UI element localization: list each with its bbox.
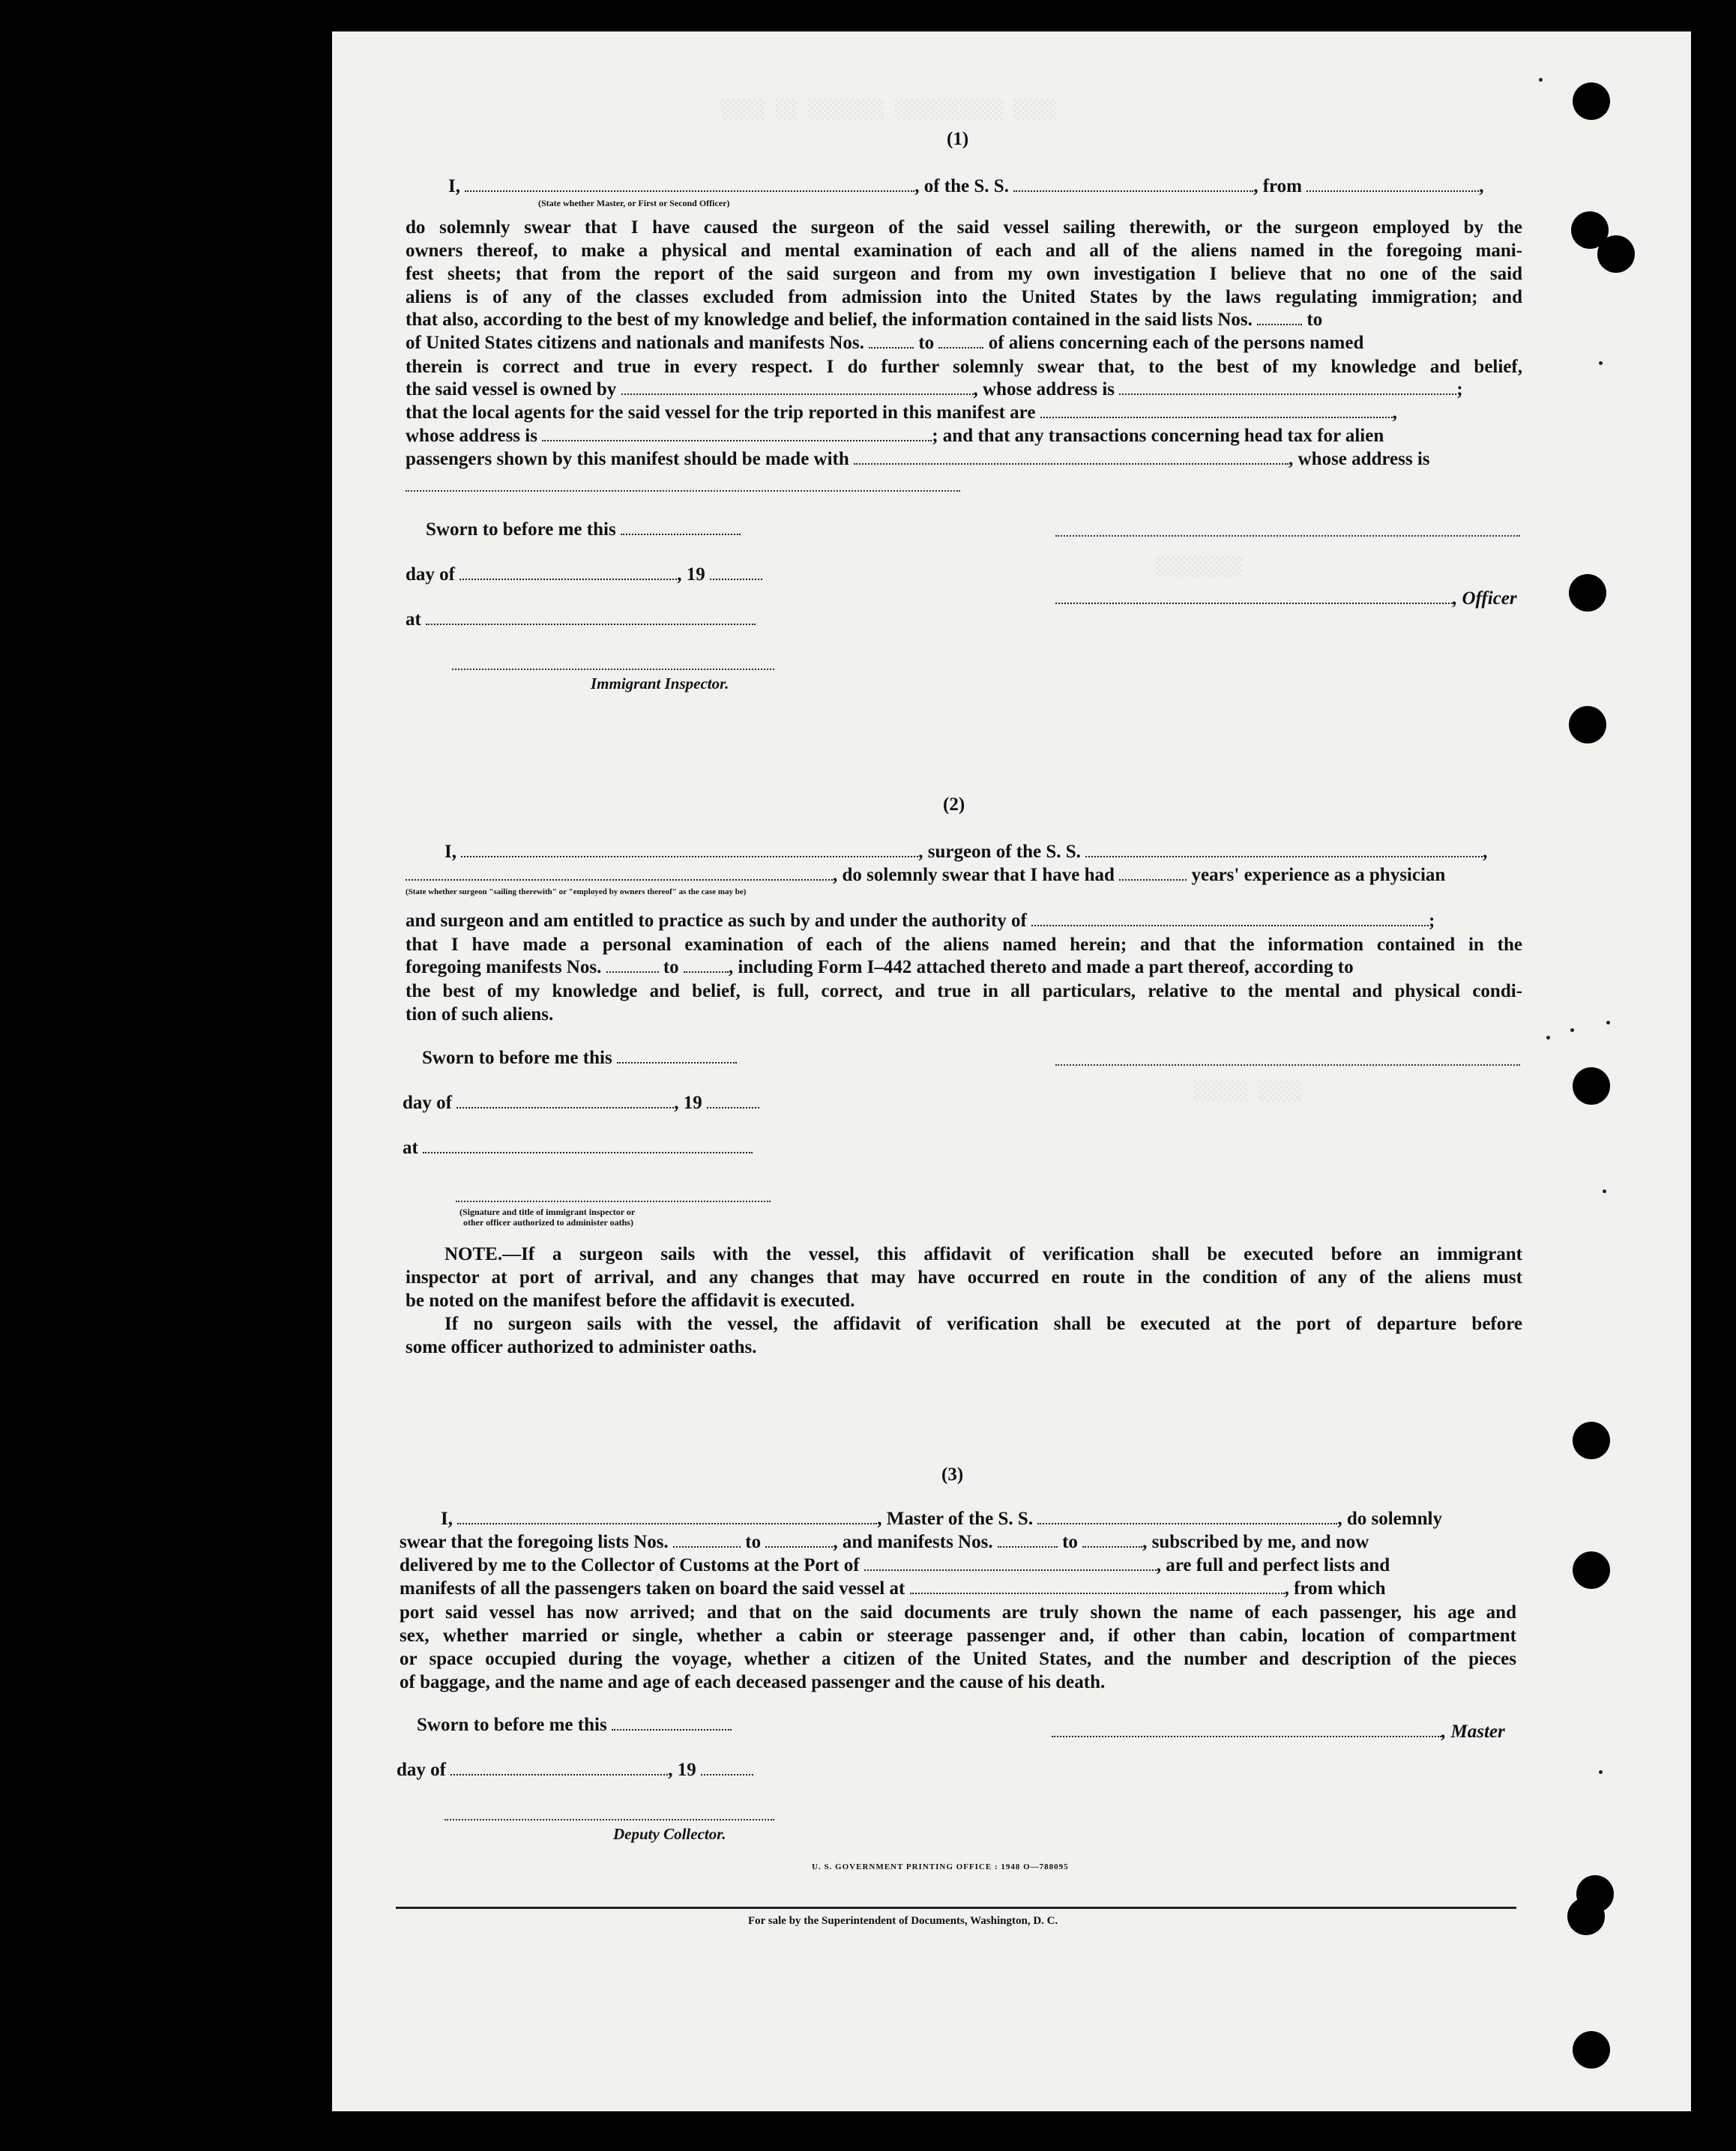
officer-name-blank[interactable] xyxy=(1055,591,1453,604)
section-1-body-3: fest sheets; that from the report of the said surgeon and from my own investigation I believe that no one of the said xyxy=(406,264,1522,284)
s3-manifests-to-blank[interactable] xyxy=(1082,1534,1142,1548)
punch-hole xyxy=(1597,235,1635,273)
section-3-line-4: manifests of all the passengers taken on board the said vessel at , from which xyxy=(400,1578,1386,1599)
ink-speck xyxy=(1539,78,1543,82)
s2-day-month-blank[interactable] xyxy=(456,1095,674,1108)
punch-hole xyxy=(1569,574,1606,612)
head-tax-contact-blank[interactable] xyxy=(854,451,1289,465)
place-blank[interactable] xyxy=(426,612,756,625)
section-2-day: day of , 19 xyxy=(403,1092,759,1114)
section-3-line-3: delivered by me to the Collector of Customs at the Port of , are full and perfect lists and xyxy=(400,1555,1390,1575)
s2-sworn-date-blank[interactable] xyxy=(617,1050,737,1064)
local-agents-blank[interactable] xyxy=(1040,405,1393,418)
section-3-day: day of , 19 xyxy=(397,1759,753,1782)
section-3-sworn: Sworn to before me this xyxy=(417,1714,732,1737)
port-blank[interactable] xyxy=(864,1557,1157,1571)
s3-day-month-blank[interactable] xyxy=(450,1762,668,1776)
section-3-body-1: port said vessel has now arrived; and that on the said documents are truly shown the name of each passenger, his age and xyxy=(400,1602,1516,1623)
section-2-line-5: foregoing manifests Nos. to , including Form I–442 attached thereto and made a part thereof, according to xyxy=(406,957,1354,977)
punch-hole xyxy=(1573,2031,1610,2069)
agents-address-blank[interactable] xyxy=(542,428,932,441)
section-1-line-11: passengers shown by this manifest should be made with , whose address is xyxy=(406,449,1430,469)
surgeon-ship-blank[interactable] xyxy=(1085,844,1483,857)
s2-manifests-from-blank[interactable] xyxy=(606,959,659,973)
bleed-through-text: ░░░░░░░░ xyxy=(1157,556,1244,577)
punch-hole xyxy=(1573,82,1610,120)
s3-lists-from-blank[interactable] xyxy=(673,1534,741,1548)
section-1-body-1: do solemnly swear that I have caused the surgeon of the said vessel sailing therewith, or the surgeon employed by the xyxy=(406,217,1522,238)
s3-manifests-from-blank[interactable] xyxy=(998,1534,1058,1548)
section-3-line-2: swear that the foregoing lists Nos. to , and manifests Nos. to , subscribed by me, and now xyxy=(400,1532,1369,1552)
surgeon-signature-blank[interactable] xyxy=(1055,1064,1520,1066)
manifests-from-blank[interactable] xyxy=(869,335,914,349)
note-line-2: inspector at port of arrival, and any changes that may have occurred en route in the condition of any of the aliens must xyxy=(406,1267,1522,1288)
surgeon-status-note: (State whether surgeon "sailing therewith" or "employed by owners thereof" as the case may be) xyxy=(406,887,747,896)
punch-hole xyxy=(1567,1898,1605,1935)
gpo-imprint: U. S. GOVERNMENT PRINTING OFFICE : 1948 O—788095 xyxy=(812,1862,1069,1871)
section-3-body-2: sex, whether married or single, whether a cabin or steerage passenger and, if other than cabin, location of compartment xyxy=(400,1626,1516,1646)
year-blank[interactable] xyxy=(710,567,762,580)
ink-speck xyxy=(1606,1021,1610,1025)
section-1-line-5: that also, according to the best of my knowledge and belief, the information contained in the said lists Nos. to xyxy=(406,310,1323,330)
ink-speck xyxy=(1546,1036,1550,1040)
departure-port-blank[interactable] xyxy=(1306,178,1479,192)
section-2-sworn: Sworn to before me this xyxy=(422,1047,737,1070)
section-2-number: (2) xyxy=(943,794,965,815)
sworn-date-blank[interactable] xyxy=(621,522,741,535)
document-page xyxy=(332,31,1691,2111)
signature-title-note-2: other officer authorized to administer oaths) xyxy=(463,1217,633,1228)
section-1-sworn: Sworn to before me this xyxy=(426,519,741,541)
ink-speck xyxy=(1599,1770,1603,1774)
section-2-line-6: the best of my knowledge and belief, is full, correct, and true in all particulars, relative to the mental and physical condi- xyxy=(406,981,1522,1001)
manifests-to-blank[interactable] xyxy=(938,335,983,349)
section-3-number: (3) xyxy=(941,1464,964,1485)
section-1-officer: , Officer xyxy=(1055,588,1517,610)
deputy-collector-label: Deputy Collector. xyxy=(613,1825,726,1843)
section-1-at: at xyxy=(406,609,756,631)
collector-signature-blank[interactable] xyxy=(444,1819,774,1820)
s3-ship-blank[interactable] xyxy=(1037,1511,1337,1524)
section-3-body-4: of baggage, and the name and age of each deceased passenger and the cause of his death. xyxy=(400,1672,1106,1692)
years-experience-blank[interactable] xyxy=(1119,867,1187,881)
lists-from-blank[interactable] xyxy=(1257,312,1302,325)
ink-speck xyxy=(1603,1189,1606,1193)
punch-hole xyxy=(1573,1551,1610,1589)
officer-signature-blank[interactable] xyxy=(1055,535,1520,537)
section-1-line-10: whose address is ; and that any transactions concerning head tax for alien xyxy=(406,426,1384,446)
ink-speck xyxy=(1599,361,1603,365)
note2-line-2: some officer authorized to administer oaths. xyxy=(406,1337,757,1357)
section-1-body-4: aliens is of any of the classes excluded from admission into the United States by the laws regulating immigration; and xyxy=(406,287,1522,307)
section-1-line-7: therein is correct and true in every respect. I do further solemnly swear that, to the best of my knowledge and belief, xyxy=(406,357,1522,377)
note2-line-1: If no surgeon sails with the vessel, the affidavit of verification shall be executed at the port of departure before xyxy=(444,1314,1522,1334)
section-2-at: at xyxy=(403,1137,753,1159)
authority-blank[interactable] xyxy=(1031,913,1429,926)
embark-port-blank[interactable] xyxy=(910,1581,1285,1594)
owner-blank[interactable] xyxy=(621,381,974,395)
owner-address-blank[interactable] xyxy=(1119,381,1456,395)
section-3-body-3: or space occupied during the voyage, whether a citizen of the United States, and the number and description of the pieces xyxy=(400,1649,1516,1669)
section-2-line-4: that I have made a personal examination of each of the aliens named herein; and that the information contained in the xyxy=(406,935,1522,955)
section-2-line-7: tion of such aliens. xyxy=(406,1004,554,1025)
section-1-line-1: I, , of the S. S. , from , xyxy=(448,176,1484,196)
section-1-day: day of , 19 xyxy=(406,564,762,586)
note-line-3: be noted on the manifest before the affidavit is executed. xyxy=(406,1291,855,1311)
signature-title-note-1: (Signature and title of immigrant inspector or xyxy=(459,1207,636,1217)
section-2-line-3: and surgeon and am entitled to practice as such by and under the authority of ; xyxy=(406,911,1435,931)
surgeon-name-blank[interactable] xyxy=(461,844,918,857)
surgeon-status-blank[interactable] xyxy=(406,867,833,881)
footer-rule xyxy=(396,1907,1516,1909)
s3-year-blank[interactable] xyxy=(701,1762,753,1776)
section-2-line-1: I, , surgeon of the S. S. , xyxy=(444,842,1488,862)
section-1-body-2: owners thereof, to make a physical and mental examination of each and all of the aliens named in the foregoing mani- xyxy=(406,241,1522,261)
s2-manifests-to-blank[interactable] xyxy=(684,959,729,973)
day-month-blank[interactable] xyxy=(459,567,677,580)
section-1-number: (1) xyxy=(947,129,969,149)
master-name-blank[interactable] xyxy=(457,1511,877,1524)
s2-year-blank[interactable] xyxy=(707,1095,759,1108)
section-2-line-2: , do solemnly swear that I have had years' experience as a physician xyxy=(406,864,1445,887)
note-line-1: NOTE.—If a surgeon sails with the vessel, this affidavit of verification shall be executed before an immigrant xyxy=(444,1244,1522,1264)
bleed-through-text: ░░░░ ░░ ░░░░░░░ ░░░░░░░░░░ ░░░░ xyxy=(722,99,1058,120)
punch-hole xyxy=(1573,1067,1610,1105)
master-signature-blank[interactable] xyxy=(1052,1724,1441,1737)
punch-hole xyxy=(1573,1422,1610,1459)
section-3-line-1: I, , Master of the S. S. , do solemnly xyxy=(441,1509,1442,1529)
s3-sworn-date-blank[interactable] xyxy=(612,1717,732,1731)
s3-lists-to-blank[interactable] xyxy=(765,1534,833,1548)
section-1-line-6: of United States citizens and nationals and manifests Nos. to of aliens concerning each of the persons named xyxy=(406,333,1364,353)
immigrant-inspector-label: Immigrant Inspector. xyxy=(591,675,729,693)
ship-name-blank[interactable] xyxy=(1013,178,1253,192)
section-1-line-9: that the local agents for the said vessel for the trip reported in this manifest are , xyxy=(406,402,1397,423)
section-3-master: , Master xyxy=(1052,1721,1505,1743)
punch-hole xyxy=(1569,706,1606,743)
inspector-signature-blank[interactable] xyxy=(452,669,774,670)
officer-title-blank[interactable] xyxy=(465,178,914,192)
bleed-through-text: ░░░░░ ░░░░ xyxy=(1194,1081,1303,1102)
s2-place-blank[interactable] xyxy=(423,1140,753,1153)
section-1-line-8: the said vessel is owned by , whose address is ; xyxy=(406,379,1463,399)
head-tax-address-blank[interactable] xyxy=(406,490,960,492)
s2-inspector-signature-blank[interactable] xyxy=(456,1201,771,1202)
officer-title-note: (State whether Master, or First or Second Officer) xyxy=(538,198,730,208)
ink-speck xyxy=(1570,1028,1574,1032)
sale-notice: For sale by the Superintendent of Documents, Washington, D. C. xyxy=(748,1915,1058,1927)
